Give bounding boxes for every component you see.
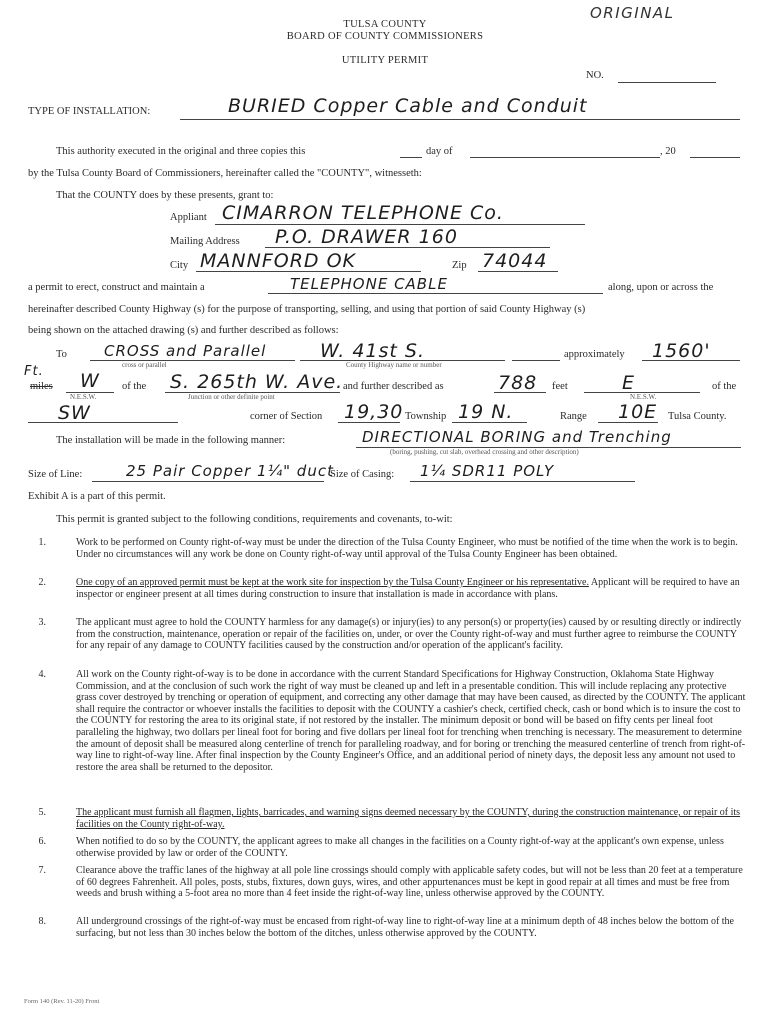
form-footer: Form 140 (Rev. 11-20) Front xyxy=(24,998,100,1005)
condition-number: 7. xyxy=(38,865,46,876)
condition-text: Clearance above the traffic lanes of the highway at all pole line crossings should comply with applicable safety codes, but will not be less than 20 feet at a temperature of 60 degrees Fahrenheit. All poles, posts, stubs, fixtures, down guys, wires, and other appurtenances must be kept in good repair at all times and must be free from weeds and brush withing a 5-foot area no more than 4 feet inside the right-of-way line, unless otherwise approved by the COUNTY. xyxy=(76,865,743,900)
applicant-label: Appliant xyxy=(170,212,207,223)
condition-text: All underground crossings of the right-of-way must be encased from right-of-way line to right-of-way line at a minimum depth of 48 inches below the bottom of the surfacing, but not less than 30 inches below the bottom of the ditches, unless otherwise approved by the COUNTY. xyxy=(76,916,734,939)
header-county: TULSA COUNTY xyxy=(343,19,427,30)
corner-line xyxy=(28,422,178,423)
zip-value[interactable]: 74044 xyxy=(482,250,548,272)
feet-label: feet xyxy=(552,381,568,392)
condition-number: 1. xyxy=(38,537,46,548)
maintain-value[interactable]: TELEPHONE CABLE xyxy=(290,275,448,293)
manner-caption: (boring, pushing, cut slab, overhead crossing and other description) xyxy=(390,448,579,456)
ft-handwritten: Ft. xyxy=(24,364,44,379)
of-the-2-label: of the xyxy=(712,381,737,392)
city-value[interactable]: MANNFORD OK xyxy=(200,250,356,272)
further-label: and further described as xyxy=(343,381,444,392)
approx-value[interactable]: 1560' xyxy=(652,340,711,362)
direction-caption: N.E.S.W. xyxy=(70,393,97,401)
day-field[interactable] xyxy=(400,157,422,158)
township-value[interactable]: 19 N. xyxy=(458,401,514,423)
original-stamp: ORIGINAL xyxy=(590,4,675,22)
mailing-address-value[interactable]: P.O. DRAWER 160 xyxy=(275,226,458,248)
permit-text-c: being shown on the attached drawing (s) and further described as follows: xyxy=(28,325,339,336)
direction2-caption: N.E.S.W. xyxy=(630,393,657,401)
size-of-line-label: Size of Line: xyxy=(28,469,83,480)
permit-no-label: NO. xyxy=(586,70,604,81)
feet-value[interactable]: 788 xyxy=(498,372,538,394)
approx-pre-line xyxy=(512,360,560,361)
junction-value[interactable]: S. 265th W. Ave. xyxy=(170,371,344,393)
type-of-installation-label: TYPE OF INSTALLATION: xyxy=(28,106,151,117)
condition-text xyxy=(76,807,746,830)
township-label: Township xyxy=(405,411,447,422)
month-field[interactable] xyxy=(470,157,660,158)
corner-value[interactable]: SW xyxy=(58,402,91,424)
permit-no-field[interactable] xyxy=(618,82,716,83)
size-of-line-line xyxy=(92,481,324,482)
condition-item xyxy=(28,836,746,859)
manner-value[interactable]: DIRECTIONAL BORING and Trenching xyxy=(362,428,672,446)
mailing-address-label: Mailing Address xyxy=(170,236,240,247)
preamble-year-prefix: , 20 xyxy=(660,146,676,157)
range-value[interactable]: 10E xyxy=(618,401,658,423)
highway-caption: County Highway name or number xyxy=(346,361,442,369)
condition-underlined-text: The applicant must furnish all flagmen, lights, barricades, and warning signs deemed necessary by the COUNTY, during the construction maintenance, or repair of its facilities on the County right-of-way. xyxy=(76,807,741,830)
approx-label: approximately xyxy=(564,349,625,360)
range-label: Range xyxy=(560,411,587,422)
condition-text: The applicant must agree to hold the COUNTY harmless for any damage(s) or injury(ies) to any person(s) or property(ies) caused by or resulting directly or indirectly from the construction, maintenance, operation or repair of the facilities on, under, or over the County right-of-way and must further agree to reimburse the COUNTY for any repair of any damage to COUNTY facilities caused by the construction and/or operation of the applicant's facility. xyxy=(76,617,742,652)
applicant-line xyxy=(215,224,585,225)
condition-item xyxy=(28,617,746,652)
condition-item xyxy=(28,577,746,600)
permit-text-a: a permit to erect, construct and maintain a xyxy=(28,282,205,293)
maintain-line xyxy=(268,293,603,294)
exhibit-note: Exhibit A is a part of this permit. xyxy=(28,491,166,502)
cross-caption: cross or parallel xyxy=(122,361,167,369)
size-of-line-value[interactable]: 25 Pair Copper 1¼" duct xyxy=(126,462,334,480)
zip-label: Zip xyxy=(452,260,467,271)
cross-value[interactable]: CROSS and Parallel xyxy=(104,342,267,360)
type-of-installation-line xyxy=(180,119,740,120)
to-label: To xyxy=(56,349,67,360)
condition-rest-text: Applicant will be required to have an inspector or engineer present at all times during construction to insure that installation is made in accordance with plans. xyxy=(76,577,740,600)
section-value[interactable]: 19,30 xyxy=(344,401,404,423)
of-the-label: of the xyxy=(122,381,147,392)
permit-text-a-end: along, upon or across the xyxy=(608,282,714,293)
condition-text: All work on the County right-of-way is to be done in accordance with the current Standard Specifications for Highway Construction, Oklahoma State Highway Commission, and at the conclusion of such work the right of way must be cleaned up and left in a presentable condition. This will include replacing any protective grass cover destroyed by trenching or operation of equipment, and correcting any other damage that may have been caused, as directed by the COUNTY. The applicant shall require the contractor or whoever installs the facilities to deposit with the COUNTY a cashier's check, certified check, cash or bond which is to insure the cost to the COUNTY for restoring the area to its original state, if not restored by the installer. The minimum deposit or bond will be based on fifty cents per lineal foot paralleling the highway, two dollars per lineal foot for boring and five dollars per lineal foot for trenching when trenching is necessary. The measurement to determine the amount of deposit shall be measured along centerline of trench for paralleling roadway, and for boring or trenching the measured centerline of trench from right-of-way line to right-of-way line. After final inspection by the County Engineer's Office, and an additional period of ninety days, the deposit less any amount not used to restore the area shall be returned to the depositor. xyxy=(76,669,746,773)
condition-number: 8. xyxy=(38,916,46,927)
page-title: UTILITY PERMIT xyxy=(341,55,429,66)
condition-item xyxy=(28,865,746,900)
condition-text: Work to be performed on County right-of-way must be under the direction of the Tulsa County Engineer, who must be notified of the time when the work is to begin. Under no circumstances will any work be done on County right-of-way until approval of the Tulsa County Engineer has been obtained. xyxy=(76,537,738,560)
condition-item xyxy=(28,537,746,560)
condition-number: 6. xyxy=(38,836,46,847)
highway-value[interactable]: W. 41st S. xyxy=(320,340,425,362)
size-of-casing-line xyxy=(410,481,635,482)
applicant-value[interactable]: CIMARRON TELEPHONE Co. xyxy=(222,202,504,224)
tulsa-county-label: Tulsa County. xyxy=(668,411,727,422)
year-field[interactable] xyxy=(690,157,740,158)
type-of-installation-value[interactable]: BURIED Copper Cable and Conduit xyxy=(228,95,588,117)
condition-text: When notified to do so by the COUNTY, the applicant agrees to make all changes in the facilities on a County right-of-way at the applicant's own expense, unless otherwise provided by law or order of the COUNTY. xyxy=(76,836,724,859)
conditions-intro: This permit is granted subject to the following conditions, requirements and covenants, to-wit: xyxy=(56,514,453,525)
miles-struck: miles xyxy=(30,381,53,392)
condition-underlined-text: One copy of an approved permit must be kept at the work site for inspection by the Tulsa County Engineer or his representative. xyxy=(76,577,589,588)
condition-number: 3. xyxy=(38,617,46,628)
cross-line xyxy=(90,360,295,361)
condition-text xyxy=(76,577,746,600)
condition-number: 5. xyxy=(38,807,46,818)
permit-text-b: hereinafter described County Highway (s) for the purpose of transporting, selling, and using that portion of said County Highway (s) xyxy=(28,304,586,315)
manner-label: The installation will be made in the following manner: xyxy=(56,435,286,446)
junction-caption: Junction or other definite point xyxy=(188,393,275,401)
preamble-day-of: day of xyxy=(426,146,453,157)
corner-of-section-label: corner of Section xyxy=(250,411,323,422)
condition-number: 4. xyxy=(38,669,46,680)
preamble-text-3: That the COUNTY does by these presents, grant to: xyxy=(56,190,274,201)
condition-item xyxy=(28,807,746,830)
condition-item xyxy=(28,669,746,773)
preamble-text-1: This authority executed in the original and three copies this xyxy=(56,146,306,157)
condition-item xyxy=(28,916,746,939)
city-label: City xyxy=(170,260,189,271)
direction-value[interactable]: W xyxy=(80,370,100,392)
direction2-value[interactable]: E xyxy=(622,372,636,394)
size-of-casing-value[interactable]: 1¼ SDR11 POLY xyxy=(420,462,555,480)
size-of-casing-label: Size of Casing: xyxy=(330,469,395,480)
condition-number: 2. xyxy=(38,577,46,588)
preamble-text-2: by the Tulsa County Board of Commissioners, hereinafter called the "COUNTY", witnesseth: xyxy=(28,168,422,179)
header-board: BOARD OF COUNTY COMMISSIONERS xyxy=(286,31,484,42)
